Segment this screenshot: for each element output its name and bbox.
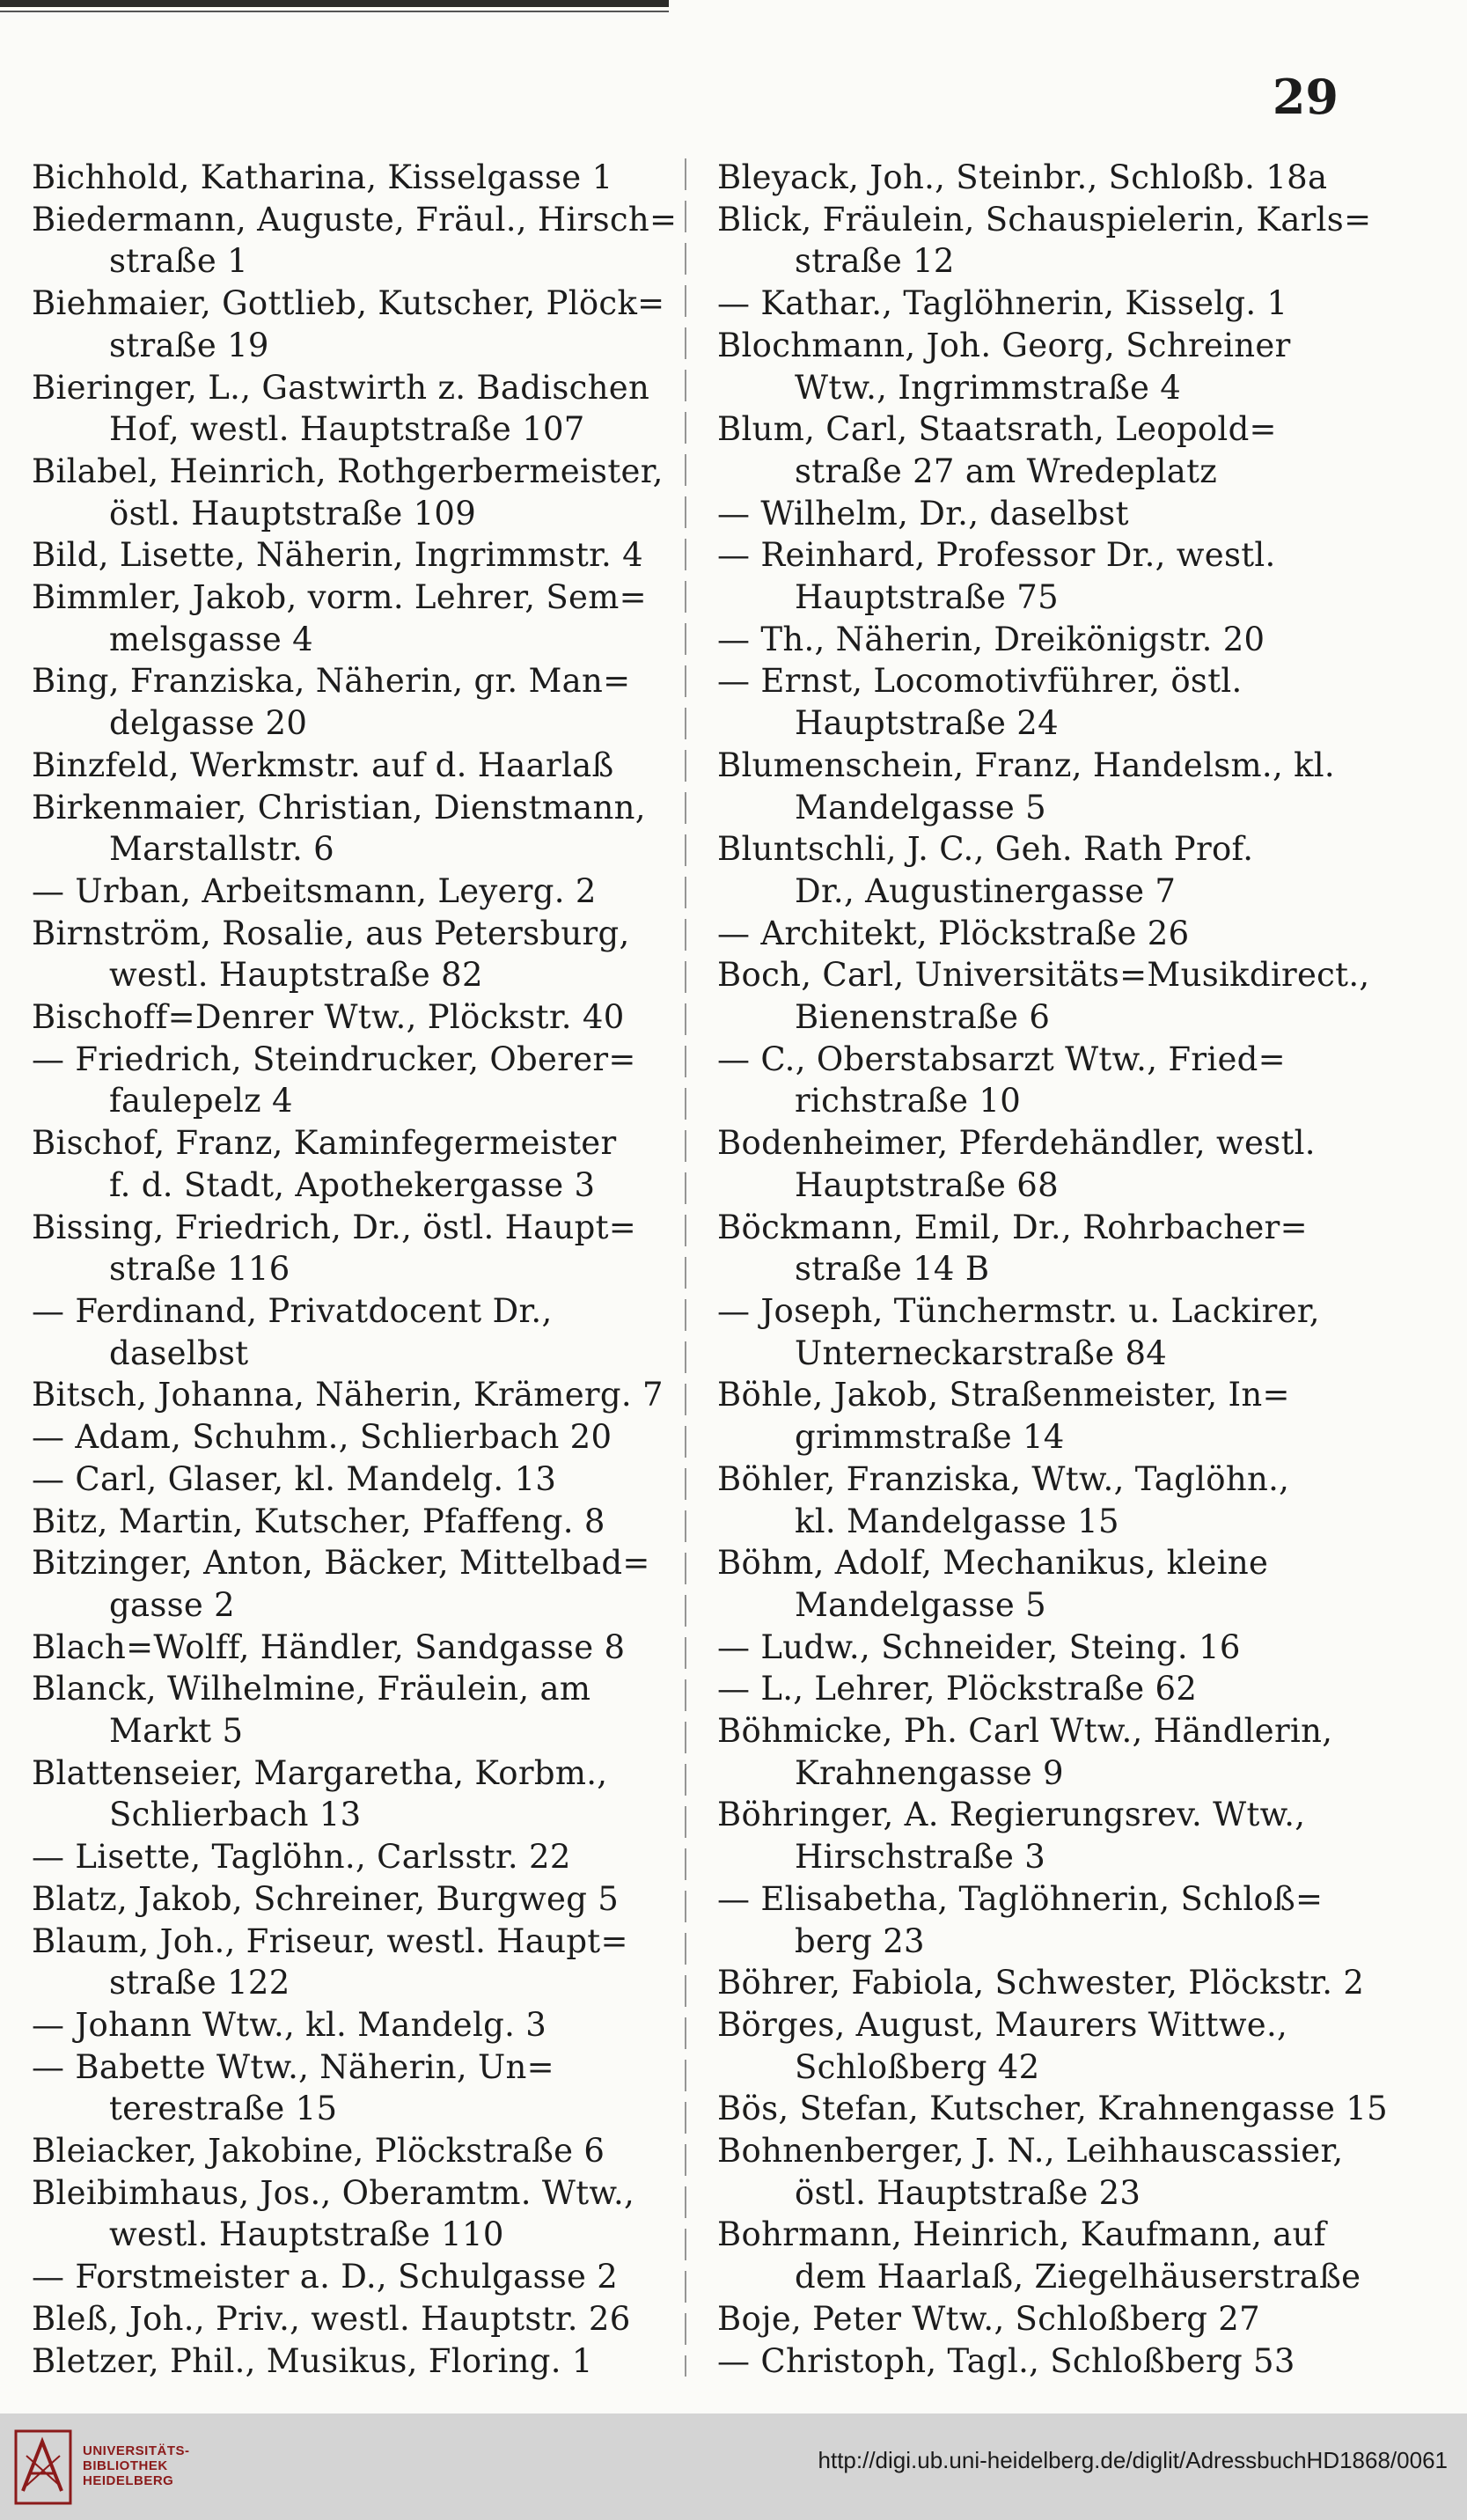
entry-name-line: — Kathar., Taglöhnerin, Kisselg. 1 bbox=[717, 284, 1288, 323]
directory-entry bbox=[32, 283, 683, 366]
directory-entry bbox=[717, 1627, 1351, 1669]
right-column bbox=[717, 157, 1388, 2382]
entry-name-line: — Th., Näherin, Dreikönigstr. 20 bbox=[717, 620, 1265, 658]
entry-name-line: Birkenmaier, Christian, Dienstmann, bbox=[32, 788, 646, 827]
entry-continuation-line: straße 122 bbox=[109, 1964, 290, 2002]
entry-continuation-line: Dr., Augustinergasse 7 bbox=[795, 871, 1177, 910]
column-divider bbox=[685, 158, 686, 2377]
entry-name-line: Biedermann, Auguste, Fräul., Hirsch= bbox=[32, 200, 678, 239]
directory-entry bbox=[717, 1542, 1351, 1626]
entry-continuation-line: f. d. Stadt, Apothekergasse 3 bbox=[109, 1165, 596, 1204]
directory-entry bbox=[32, 787, 683, 871]
entry-name-line: Börges, August, Maurers Wittwe., bbox=[717, 2005, 1288, 2044]
entry-name-line: Boje, Peter Wtw., Schloßberg 27 bbox=[717, 2299, 1260, 2338]
directory-entry bbox=[32, 1458, 683, 1501]
directory-entry bbox=[717, 1878, 1351, 1962]
entry-name-line: Bimmler, Jakob, vorm. Lehrer, Sem= bbox=[32, 578, 647, 617]
entry-name-line: Bleibimhaus, Jos., Oberamtm. Wtw., bbox=[32, 2173, 635, 2212]
entry-name-line: Blumenschein, Franz, Handelsm., kl. bbox=[717, 746, 1335, 784]
directory-entry bbox=[717, 408, 1351, 492]
entry-name-line: Böhrer, Fabiola, Schwester, Plöckstr. 2 bbox=[717, 1964, 1365, 2002]
directory-entry bbox=[32, 1752, 683, 1836]
directory-entry bbox=[717, 1710, 1351, 1794]
entry-continuation-line: Schloßberg 42 bbox=[795, 2047, 1040, 2086]
directory-entry bbox=[32, 1122, 683, 1206]
entry-continuation-line: straße 1 bbox=[109, 242, 248, 281]
directory-entry bbox=[32, 996, 683, 1039]
logo-line: HEIDELBERG bbox=[83, 2473, 174, 2488]
directory-entry bbox=[32, 1039, 683, 1122]
directory-entry bbox=[32, 1290, 683, 1374]
entry-name-line: — Carl, Glaser, kl. Mandelg. 13 bbox=[32, 1459, 557, 1498]
entry-name-line: — Urban, Arbeitsmann, Leyerg. 2 bbox=[32, 871, 597, 910]
entry-name-line: Bohrmann, Heinrich, Kaufmann, auf bbox=[717, 2215, 1326, 2254]
entry-continuation-line: westl. Hauptstraße 110 bbox=[109, 2215, 504, 2254]
directory-entry bbox=[32, 1878, 683, 1921]
directory-entry bbox=[717, 2340, 1351, 2383]
directory-entry bbox=[32, 1542, 683, 1626]
entry-name-line: — Lisette, Taglöhn., Carlsstr. 22 bbox=[32, 1838, 571, 1877]
directory-entry bbox=[717, 2298, 1351, 2340]
entry-continuation-line: terestraße 15 bbox=[109, 2090, 338, 2128]
entry-name-line: Boch, Carl, Universitäts=Musikdirect., bbox=[717, 956, 1370, 995]
directory-entry bbox=[32, 913, 683, 996]
entry-name-line: — Reinhard, Professor Dr., westl. bbox=[717, 536, 1276, 575]
entry-name-line: Bleiacker, Jakobine, Plöckstraße 6 bbox=[32, 2132, 605, 2171]
directory-entry bbox=[717, 1794, 1351, 1877]
entry-name-line: Böhringer, A. Regierungsrev. Wtw., bbox=[717, 1796, 1306, 1834]
entry-continuation-line: westl. Hauptstraße 82 bbox=[109, 956, 483, 995]
directory-entry bbox=[32, 367, 683, 451]
directory-entry bbox=[717, 913, 1351, 955]
directory-entry bbox=[32, 451, 683, 534]
directory-entry bbox=[717, 1668, 1351, 1710]
directory-entry bbox=[717, 1374, 1351, 1458]
directory-entry bbox=[32, 534, 683, 577]
entry-continuation-line: Krahnengasse 9 bbox=[795, 1753, 1064, 1792]
entry-continuation-line: Markt 5 bbox=[109, 1712, 244, 1751]
entry-continuation-line: straße 14 B bbox=[795, 1250, 990, 1289]
entry-continuation-line: Bienenstraße 6 bbox=[795, 998, 1051, 1037]
entry-name-line: Bing, Franziska, Näherin, gr. Man= bbox=[32, 662, 631, 701]
directory-entry bbox=[32, 745, 683, 787]
directory-entry bbox=[32, 2172, 683, 2256]
entry-continuation-line: Hauptstraße 24 bbox=[795, 704, 1059, 743]
entry-name-line: Biehmaier, Gottlieb, Kutscher, Plöck= bbox=[32, 284, 665, 323]
entry-name-line: Bieringer, L., Gastwirth z. Badischen bbox=[32, 368, 650, 407]
entry-name-line: — L., Lehrer, Plöckstraße 62 bbox=[717, 1670, 1198, 1708]
entry-name-line: — Wilhelm, Dr., daselbst bbox=[717, 494, 1129, 533]
entry-name-line: Blatz, Jakob, Schreiner, Burgweg 5 bbox=[32, 1879, 620, 1918]
entry-continuation-line: richstraße 10 bbox=[795, 1082, 1022, 1120]
directory-entry bbox=[32, 2298, 683, 2340]
entry-continuation-line: östl. Hauptstraße 23 bbox=[795, 2173, 1141, 2212]
entry-name-line: Bleß, Joh., Priv., westl. Hauptstr. 26 bbox=[32, 2299, 631, 2338]
entry-name-line: Böhm, Adolf, Mechanikus, kleine bbox=[717, 1544, 1269, 1583]
directory-entry bbox=[32, 1207, 683, 1290]
entry-continuation-line: Unterneckarstraße 84 bbox=[795, 1333, 1168, 1372]
entry-name-line: — Ernst, Locomotivführer, östl. bbox=[717, 662, 1243, 701]
entry-name-line: Bleyack, Joh., Steinbr., Schloßb. 18a bbox=[717, 158, 1328, 196]
entry-name-line: — Elisabetha, Taglöhnerin, Schloß= bbox=[717, 1879, 1324, 1918]
entry-name-line: Blaum, Joh., Friseur, westl. Haupt= bbox=[32, 1921, 628, 1960]
directory-entry bbox=[717, 325, 1351, 408]
entry-continuation-line: delgasse 20 bbox=[109, 704, 308, 743]
entry-name-line: — Architekt, Plöckstraße 26 bbox=[717, 914, 1190, 952]
entry-continuation-line: Wtw., Ingrimmstraße 4 bbox=[795, 368, 1182, 407]
directory-entry bbox=[717, 493, 1351, 535]
entry-name-line: — Adam, Schuhm., Schlierbach 20 bbox=[32, 1418, 612, 1457]
entry-name-line: — Ferdinand, Privatdocent Dr., bbox=[32, 1291, 553, 1330]
directory-entry bbox=[717, 619, 1351, 661]
directory-entry bbox=[717, 1207, 1351, 1290]
directory-entry bbox=[717, 954, 1370, 1038]
directory-entry bbox=[32, 2256, 683, 2298]
directory-entry bbox=[32, 1836, 683, 1878]
directory-entry bbox=[717, 1962, 1365, 2004]
entry-name-line: Böckmann, Emil, Dr., Rohrbacher= bbox=[717, 1208, 1308, 1246]
entry-continuation-line: straße 27 am Wredeplatz bbox=[795, 452, 1218, 490]
entry-name-line: Blochmann, Joh. Georg, Schreiner bbox=[717, 326, 1291, 364]
directory-entry bbox=[32, 1668, 683, 1752]
entry-name-line: Böhler, Franziska, Wtw., Taglöhn., bbox=[717, 1459, 1290, 1498]
entry-name-line: Bodenheimer, Pferdehändler, westl. bbox=[717, 1124, 1316, 1163]
entry-name-line: Bös, Stefan, Kutscher, Krahnengasse 15 bbox=[717, 2090, 1388, 2128]
directory-entry bbox=[32, 577, 683, 660]
library-seal-icon bbox=[14, 2429, 72, 2505]
entry-continuation-line: Mandelgasse 5 bbox=[795, 1585, 1047, 1624]
directory-entry bbox=[32, 1501, 683, 1543]
entry-name-line: Blattenseier, Margaretha, Korbm., bbox=[32, 1753, 608, 1792]
directory-entry bbox=[717, 2214, 1361, 2297]
directory-entry bbox=[32, 1374, 683, 1416]
directory-entry bbox=[717, 1458, 1351, 1542]
entry-continuation-line: straße 116 bbox=[109, 1250, 290, 1289]
footer-bar bbox=[0, 2413, 1467, 2520]
entry-name-line: Böhmicke, Ph. Carl Wtw., Händlerin, bbox=[717, 1712, 1333, 1751]
entry-continuation-line: grimmstraße 14 bbox=[795, 1418, 1065, 1457]
entry-name-line: — Joseph, Tünchermstr. u. Lackirer, bbox=[717, 1291, 1320, 1330]
entry-name-line: Bohnenberger, J. N., Leihhauscassier, bbox=[717, 2132, 1344, 2171]
entry-continuation-line: daselbst bbox=[109, 1333, 249, 1372]
entry-name-line: Blum, Carl, Staatsrath, Leopold= bbox=[717, 410, 1277, 449]
entry-name-line: Bild, Lisette, Näherin, Ingrimmstr. 4 bbox=[32, 536, 644, 575]
entry-name-line: Bletzer, Phil., Musikus, Floring. 1 bbox=[32, 2341, 593, 2380]
entry-name-line: — C., Oberstabsarzt Wtw., Fried= bbox=[717, 1040, 1286, 1078]
entry-name-line: Birnström, Rosalie, aus Petersburg, bbox=[32, 914, 630, 952]
entry-name-line: Bissing, Friedrich, Dr., östl. Haupt= bbox=[32, 1208, 637, 1246]
entry-continuation-line: Hauptstraße 68 bbox=[795, 1165, 1059, 1204]
logo-line: BIBLIOTHEK bbox=[83, 2458, 168, 2473]
top-rule bbox=[0, 0, 669, 7]
directory-entry bbox=[32, 1921, 683, 2004]
entry-continuation-line: Hirschstraße 3 bbox=[795, 1838, 1046, 1877]
entry-name-line: — Ludw., Schneider, Steing. 16 bbox=[717, 1627, 1241, 1666]
directory-entry bbox=[32, 871, 683, 913]
directory-entry bbox=[717, 1290, 1351, 1374]
entry-name-line: — Forstmeister a. D., Schulgasse 2 bbox=[32, 2258, 619, 2296]
directory-entry bbox=[717, 283, 1351, 325]
top-rule-thin bbox=[0, 11, 669, 12]
directory-entry bbox=[717, 2004, 1351, 2088]
entry-name-line: — Babette Wtw., Näherin, Un= bbox=[32, 2047, 554, 2086]
entry-name-line: — Christoph, Tagl., Schloßberg 53 bbox=[717, 2341, 1295, 2380]
entry-name-line: Bitzinger, Anton, Bäcker, Mittelbad= bbox=[32, 1544, 650, 1583]
entry-continuation-line: faulepelz 4 bbox=[109, 1082, 293, 1120]
entry-continuation-line: östl. Hauptstraße 109 bbox=[109, 494, 477, 533]
logo-text bbox=[83, 2443, 190, 2488]
directory-entry bbox=[32, 2046, 683, 2130]
entry-name-line: Blick, Fräulein, Schauspielerin, Karls= bbox=[717, 200, 1372, 239]
directory-entry bbox=[717, 745, 1351, 828]
entry-continuation-line: dem Haarlaß, Ziegelhäuserstraße bbox=[795, 2258, 1361, 2296]
directory-entry bbox=[717, 2088, 1388, 2130]
directory-entry bbox=[32, 157, 683, 199]
entry-continuation-line: Schlierbach 13 bbox=[109, 1796, 362, 1834]
entry-continuation-line: Hauptstraße 75 bbox=[795, 578, 1059, 617]
directory-entry bbox=[32, 2130, 683, 2172]
entry-name-line: Bitz, Martin, Kutscher, Pfaffeng. 8 bbox=[32, 1502, 605, 1540]
logo-line: UNIVERSITÄTS- bbox=[83, 2443, 190, 2458]
directory-entry bbox=[717, 660, 1351, 744]
directory-entry bbox=[717, 199, 1372, 283]
entry-name-line: Bichhold, Katharina, Kisselgasse 1 bbox=[32, 158, 613, 196]
directory-entry bbox=[717, 157, 1351, 199]
entry-name-line: Bitsch, Johanna, Näherin, Krämerg. 7 bbox=[32, 1376, 664, 1414]
entry-continuation-line: berg 23 bbox=[795, 1921, 925, 1960]
entry-name-line: Böhle, Jakob, Straßenmeister, In= bbox=[717, 1376, 1290, 1414]
entry-name-line: Bluntschli, J. C., Geh. Rath Prof. bbox=[717, 830, 1254, 869]
entry-continuation-line: Mandelgasse 5 bbox=[795, 788, 1047, 827]
directory-entry bbox=[717, 534, 1351, 618]
directory-entry bbox=[717, 1039, 1351, 1122]
directory-entry bbox=[32, 1416, 683, 1458]
university-library-logo[interactable] bbox=[14, 2429, 190, 2505]
directory-entry bbox=[717, 828, 1351, 912]
entry-name-line: — Friedrich, Steindrucker, Oberer= bbox=[32, 1040, 636, 1078]
entry-name-line: Bischoff=Denrer Wtw., Plöckstr. 40 bbox=[32, 998, 625, 1037]
entry-continuation-line: straße 19 bbox=[109, 326, 269, 364]
directory-entry bbox=[32, 199, 683, 283]
entry-name-line: Bilabel, Heinrich, Rothgerbermeister, bbox=[32, 452, 664, 490]
page-number: 29 bbox=[1272, 69, 1339, 125]
directory-entry bbox=[32, 2340, 683, 2383]
directory-entry bbox=[32, 1627, 683, 1669]
entry-name-line: — Johann Wtw., kl. Mandelg. 3 bbox=[32, 2005, 547, 2044]
entry-continuation-line: kl. Mandelgasse 15 bbox=[795, 1502, 1119, 1540]
left-column bbox=[32, 157, 683, 2382]
entry-name-line: Binzfeld, Werkmstr. auf d. Haarlaß bbox=[32, 746, 614, 784]
entry-name-line: Blanck, Wilhelmine, Fräulein, am bbox=[32, 1670, 591, 1708]
entry-name-line: Bischof, Franz, Kaminfegermeister bbox=[32, 1124, 617, 1163]
entry-name-line: Blach=Wolff, Händler, Sandgasse 8 bbox=[32, 1627, 626, 1666]
entry-continuation-line: straße 12 bbox=[795, 242, 955, 281]
entry-continuation-line: Marstallstr. 6 bbox=[109, 830, 334, 869]
directory-entry bbox=[717, 1122, 1351, 1206]
directory-entry bbox=[32, 2004, 683, 2046]
entry-continuation-line: gasse 2 bbox=[109, 1585, 236, 1624]
directory-entry bbox=[717, 2130, 1351, 2214]
entry-continuation-line: melsgasse 4 bbox=[109, 620, 314, 658]
entry-continuation-line: Hof, westl. Hauptstraße 107 bbox=[109, 410, 585, 449]
directory-entry bbox=[32, 660, 683, 744]
permalink-url[interactable]: http://digi.ub.uni-heidelberg.de/diglit/AdressbuchHD1868/0061 bbox=[818, 2447, 1448, 2473]
